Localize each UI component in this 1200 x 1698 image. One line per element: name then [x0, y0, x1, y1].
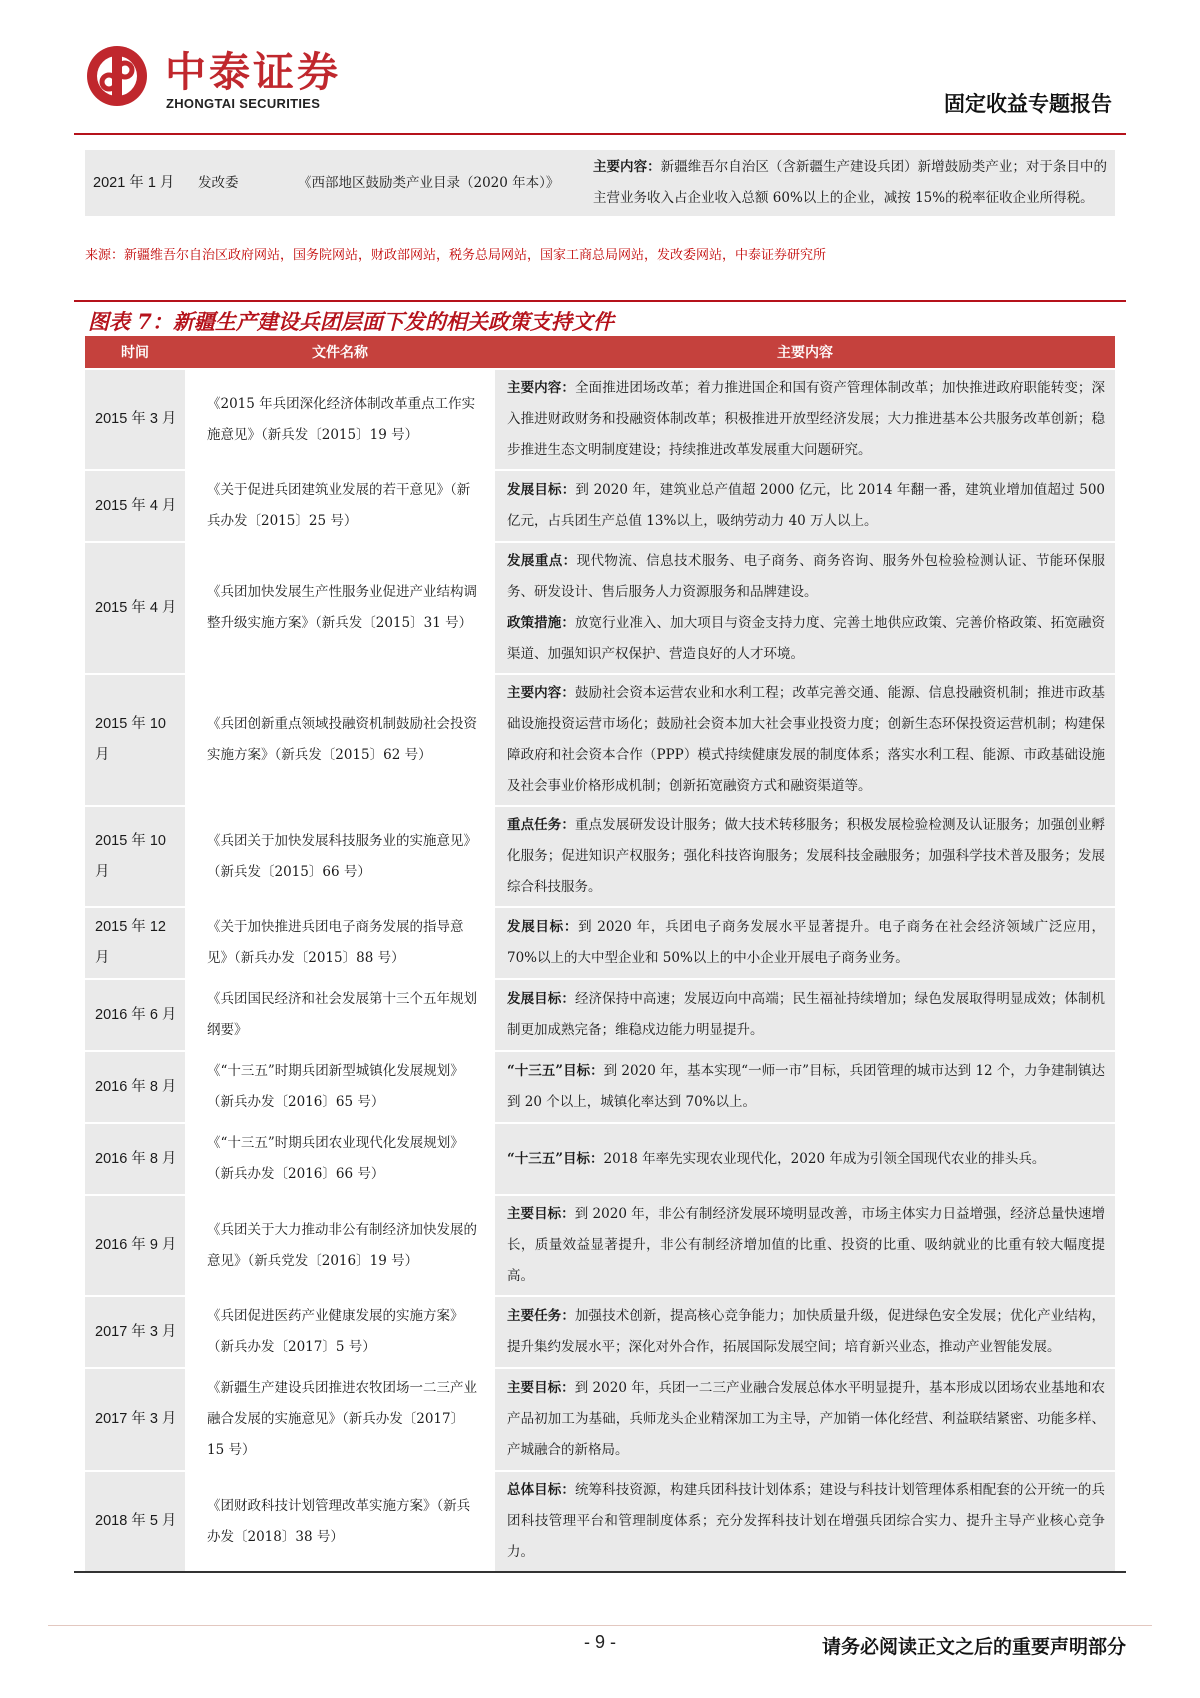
content-block — [507, 1199, 1105, 1292]
content-label: 政策措施： — [507, 615, 575, 631]
table-header-row — [85, 336, 1115, 369]
table-row — [85, 1471, 1115, 1571]
table-row — [85, 1195, 1115, 1296]
header-time: 时间 — [85, 336, 185, 369]
table-row — [85, 806, 1115, 907]
issuer-cell: 发改委 — [190, 150, 290, 216]
content-block — [507, 912, 1105, 974]
content-text: 现代物流、信息技术服务、电子商务、商务咨询、服务外包检验检测认证、节能环保服务、研发设计、售后服务人力资源服务和品牌建设。 — [507, 553, 1106, 600]
time-cell: 2015 年 10 月 — [85, 674, 185, 806]
content-block — [507, 1144, 1105, 1175]
content-text: 到 2020 年，兵团电子商务发展水平显著提升。电子商务在社会经济领域广泛应用，70%以上的大中型企业和 50%以上的中小企业开展电子商务业务。 — [507, 919, 1105, 966]
content-text: 新疆维吾尔自治区（含新疆生产建设兵团）新增鼓励类产业；对于条目中的主营业务收入占企业收入总额 60%以上的企业，减按 15%的税率征收企业所得税。 — [593, 159, 1108, 206]
company-name-en: ZHONGTAI SECURITIES — [166, 96, 321, 111]
time-cell: 2015 年 4 月 — [85, 470, 185, 542]
time-cell: 2015 年 3 月 — [85, 369, 185, 470]
content-label: 发展重点： — [507, 553, 577, 569]
document-cell: 《兵团国民经济和社会发展第十三个五年规划纲要》 — [185, 979, 495, 1051]
content-text: 放宽行业准入、加大项目与资金支持力度、完善土地供应政策、完善价格政策、拓宽融资渠道、加强知识产权保护、营造良好的人才环境。 — [507, 615, 1106, 662]
content-cell — [495, 1471, 1115, 1571]
content-text: 全面推进团场改革；着力推进国企和国有资产管理体制改革；加快推进政府职能转变；深入推进财政财务和投融资体制改革；积极推进开放型经济发展；大力推进基本公共服务改革创新；稳步推进生态文明制度建设；持续推进改革发展重大问题研究。 — [507, 380, 1106, 458]
zhongtai-logo-icon — [85, 44, 149, 108]
header-document: 文件名称 — [185, 336, 495, 369]
content-text: 到 2020 年，建筑业总产值超 2000 亿元，比 2014 年翻一番，建筑业增加值超过 500 亿元，占兵团生产总值 13%以上，吸纳劳动力 40 万人以上。 — [507, 482, 1106, 529]
content-cell — [495, 470, 1115, 542]
time-cell: 2015 年 10 月 — [85, 806, 185, 907]
table-row — [85, 674, 1115, 806]
footer-rule — [48, 1625, 1152, 1626]
content-label: 主要目标： — [507, 1206, 575, 1222]
content-label: 主要内容： — [507, 685, 575, 701]
source-note: 来源：新疆维吾尔自治区政府网站，国务院网站，财政部网站，税务总局网站，国家工商总局网站，发改委网站，中泰证券研究所 — [85, 248, 827, 263]
header-rule — [74, 133, 1126, 135]
time-cell: 2021 年 1 月 — [85, 150, 190, 216]
page-number: - 9 - — [583, 1632, 616, 1652]
content-text: 到 2020 年，兵团一二三产业融合发展总体水平明显提升，基本形成以团场农业基地和农产品初加工为基础，兵师龙头企业精深加工为主导，产加销一体化经营、利益联结紧密、功能多样、产城融合的新格局。 — [507, 1380, 1105, 1458]
time-cell: 2016 年 8 月 — [85, 1051, 185, 1123]
content-text: 统筹科技资源，构建兵团科技计划体系；建设与科技计划管理体系相配套的公开统一的兵团科技管理平台和管理制度体系；充分发挥科技计划在增强兵团综合实力、提升主导产业核心竞争力。 — [507, 1482, 1106, 1560]
content-text: 到 2020 年，基本实现“一师一市”目标，兵团管理的城市达到 12 个，力争建制镇达到 20 个以上，城镇化率达到 70%以上。 — [507, 1063, 1105, 1110]
time-cell: 2018 年 5 月 — [85, 1471, 185, 1571]
content-text: 加强技术创新，提高核心竞争能力；加快质量升级，促进绿色安全发展；优化产业结构，提升集约发展水平；深化对外合作，拓展国际发展空间；培育新兴业态，推动产业智能发展。 — [507, 1308, 1106, 1355]
content-label: 主要内容： — [507, 380, 575, 396]
time-cell: 2016 年 9 月 — [85, 1195, 185, 1296]
document-cell: 《2015 年兵团深化经济体制改革重点工作实施意见》（新兵发〔2015〕19 号） — [185, 369, 495, 470]
content-text: 重点发展研发设计服务；做大技术转移服务；积极发展检验检测及认证服务；加强创业孵化服务；促进知识产权服务；强化科技咨询服务；发展科技金融服务；加强科学技术普及服务；发展综合科技服务。 — [507, 817, 1106, 895]
content-cell — [495, 1368, 1115, 1471]
content-cell — [585, 150, 1115, 216]
table-bottom-rule — [74, 1571, 1126, 1573]
table-row — [85, 150, 1115, 216]
content-block — [507, 984, 1105, 1046]
time-cell: 2015 年 4 月 — [85, 542, 185, 674]
policy-table — [85, 336, 1115, 1571]
disclaimer-note: 请务必阅读正文之后的重要声明部分 — [821, 1636, 1126, 1658]
table-row — [85, 1296, 1115, 1368]
content-cell — [495, 907, 1115, 979]
table-row — [85, 1368, 1115, 1471]
time-cell: 2015 年 12 月 — [85, 907, 185, 979]
content-cell — [495, 979, 1115, 1051]
content-label: 发展目标： — [507, 482, 576, 498]
company-logo — [85, 44, 365, 124]
table-row — [85, 979, 1115, 1051]
content-block — [507, 373, 1105, 466]
content-cell — [495, 1123, 1115, 1195]
content-cell — [495, 1296, 1115, 1368]
content-block — [507, 1475, 1105, 1568]
table-row — [85, 1123, 1115, 1195]
content-text: 鼓励社会资本运营农业和水利工程；改革完善交通、能源、信息投融资机制；推进市政基础设施投资运营市场化；鼓励社会资本加大社会事业投资力度；创新生态环保投资运营机制；构建保障政府和社会资本合作（PPP）模式持续健康发展的制度体系；落实水利工程、能源、市政基础设施及社会事业价格形成机制；创新拓宽融资方式和融资渠道等。 — [507, 685, 1106, 794]
content-label: “十三五”目标： — [507, 1063, 604, 1079]
table-row — [85, 542, 1115, 674]
document-cell: 《关于促进兵团建筑业发展的若干意见》（新兵办发〔2015〕25 号） — [185, 470, 495, 542]
figure-title: 图表 7：新疆生产建设兵团层面下发的相关政策支持文件 — [88, 309, 614, 334]
table-row — [85, 470, 1115, 542]
content-label: “十三五”目标： — [507, 1150, 604, 1167]
document-cell: 《兵团关于大力推动非公有制经济加快发展的意见》（新兵党发〔2016〕19 号） — [185, 1195, 495, 1296]
content-cell — [495, 674, 1115, 806]
header-content: 主要内容 — [495, 336, 1115, 369]
content-label: 主要任务： — [507, 1308, 575, 1324]
document-cell: 《兵团关于加快发展科技服务业的实施意见》（新兵发〔2015〕66 号） — [185, 806, 495, 907]
document-cell: 《兵团促进医药产业健康发展的实施方案》（新兵办发〔2017〕5 号） — [185, 1296, 495, 1368]
table-row — [85, 1051, 1115, 1123]
content-label: 重点任务： — [507, 817, 575, 833]
content-text: 经济保持中高速；发展迈向中高端；民生福祉持续增加；绿色发展取得明显成效；体制机制更加成熟完备；维稳戍边能力明显提升。 — [507, 991, 1106, 1038]
content-block — [507, 546, 1105, 608]
content-block — [507, 810, 1105, 903]
content-block — [507, 678, 1105, 802]
document-cell: 《新疆生产建设兵团推进农牧团场一二三产业融合发展的实施意见》（新兵办发〔2017〕15 号） — [185, 1368, 495, 1471]
document-cell: 《关于加快推进兵团电子商务发展的指导意见》（新兵办发〔2015〕88 号） — [185, 907, 495, 979]
content-label: 主要内容： — [593, 159, 661, 175]
content-cell — [495, 1051, 1115, 1123]
time-cell: 2016 年 6 月 — [85, 979, 185, 1051]
time-cell: 2017 年 3 月 — [85, 1296, 185, 1368]
content-block — [507, 475, 1105, 537]
content-cell — [495, 542, 1115, 674]
time-cell: 2016 年 8 月 — [85, 1123, 185, 1195]
content-cell — [495, 369, 1115, 470]
content-cell — [495, 806, 1115, 907]
figure-title-bar — [74, 300, 1126, 336]
document-cell: 《兵团创新重点领域投融资机制鼓励社会投资实施方案》（新兵发〔2015〕62 号） — [185, 674, 495, 806]
content-block — [507, 1373, 1105, 1466]
page-header — [0, 0, 1200, 140]
content-label: 总体目标： — [507, 1482, 575, 1498]
content-block — [507, 1056, 1105, 1118]
document-cell: 《“十三五”时期兵团新型城镇化发展规划》（新兵办发〔2016〕65 号） — [185, 1051, 495, 1123]
content-text: 2018 年率先实现农业现代化，2020 年成为引领全国现代农业的排头兵。 — [603, 1150, 1046, 1167]
table-row — [85, 907, 1115, 979]
content-label: 发展目标： — [507, 919, 579, 935]
table-row — [85, 369, 1115, 470]
content-label: 发展目标： — [507, 991, 575, 1007]
content-block — [507, 1301, 1105, 1363]
content-label: 主要目标： — [507, 1380, 575, 1396]
time-cell: 2017 年 3 月 — [85, 1368, 185, 1471]
document-cell: 《团财政科技计划管理改革实施方案》（新兵办发〔2018〕38 号） — [185, 1471, 495, 1571]
document-cell: 《“十三五”时期兵团农业现代化发展规划》（新兵办发〔2016〕66 号） — [185, 1123, 495, 1195]
content-block — [507, 608, 1105, 670]
company-name-cn: 中泰证券 — [165, 48, 341, 96]
continued-table — [85, 150, 1115, 216]
content-cell — [495, 1195, 1115, 1296]
content-text: 到 2020 年，非公有制经济发展环境明显改善，市场主体实力日益增强，经济总量快速增长，质量效益显著提升，非公有制经济增加值的比重、投资的比重、吸纳就业的比重有较大幅度提高。 — [507, 1206, 1105, 1284]
document-cell: 《西部地区鼓励类产业目录（2020 年本）》 — [290, 150, 585, 216]
document-cell: 《兵团加快发展生产性服务业促进产业结构调整升级实施方案》（新兵发〔2015〕31 号） — [185, 542, 495, 674]
report-type: 固定收益专题报告 — [944, 91, 1112, 116]
